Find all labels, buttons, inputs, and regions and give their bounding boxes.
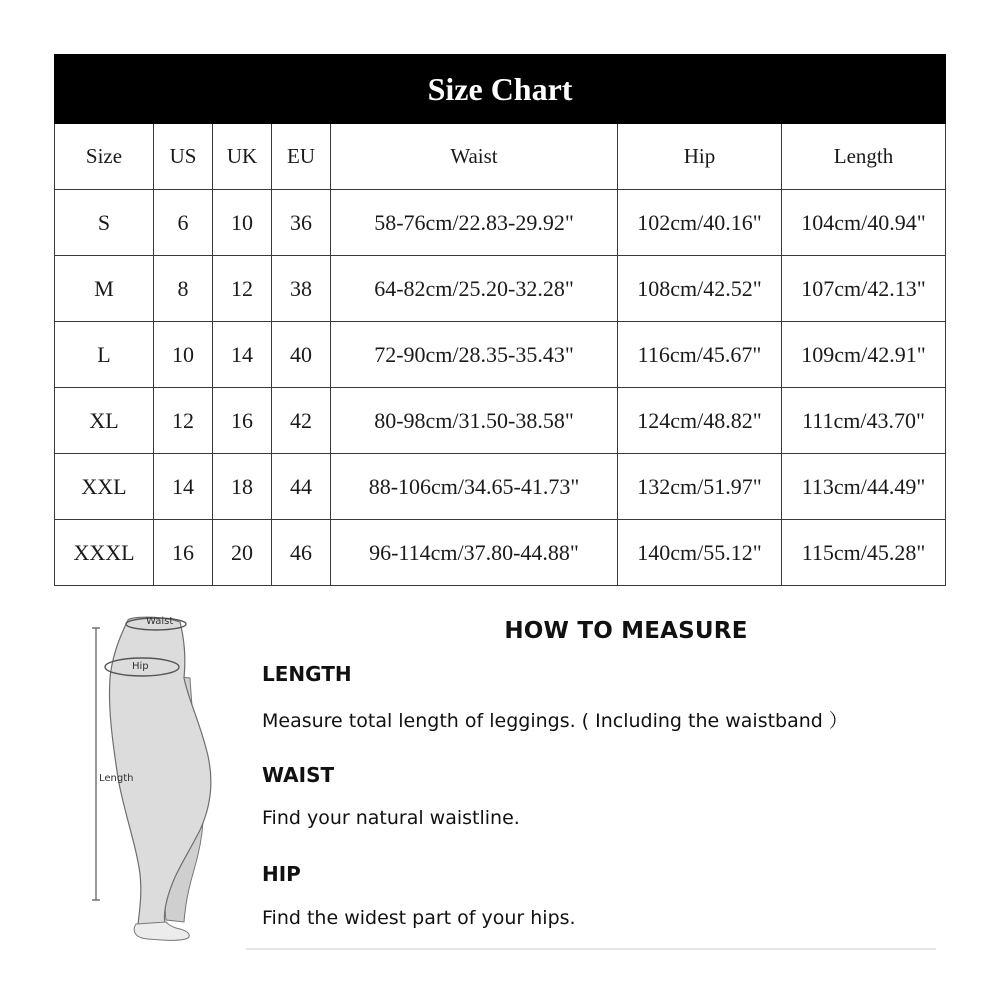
- cell-waist: 96-114cm/37.80-44.88": [331, 520, 618, 586]
- length-label: Length: [99, 773, 134, 784]
- cell-hip: 132cm/51.97": [618, 454, 782, 520]
- table-row: [55, 256, 946, 322]
- header-row: [55, 124, 946, 190]
- cell-size: XXXL: [55, 520, 154, 586]
- cell-eu: 44: [272, 454, 331, 520]
- hip-label: Hip: [132, 661, 149, 672]
- cell-size: S: [55, 190, 154, 256]
- waist-instruction: Find your natural waistline.: [262, 807, 520, 829]
- cell-eu: 36: [272, 190, 331, 256]
- hip-heading: HIP: [262, 862, 301, 886]
- cell-size: XXL: [55, 454, 154, 520]
- header-uk: UK: [213, 124, 272, 190]
- size-chart-table: [54, 54, 946, 586]
- leggings-illustration: [88, 608, 238, 948]
- waist-label: Waist: [146, 616, 174, 627]
- cell-waist: 64-82cm/25.20-32.28": [331, 256, 618, 322]
- cell-uk: 14: [213, 322, 272, 388]
- cell-uk: 16: [213, 388, 272, 454]
- hip-instruction: Find the widest part of your hips.: [262, 907, 576, 929]
- cell-uk: 12: [213, 256, 272, 322]
- cell-us: 14: [154, 454, 213, 520]
- cell-us: 12: [154, 388, 213, 454]
- length-heading: LENGTH: [262, 662, 352, 686]
- cell-waist: 72-90cm/28.35-35.43": [331, 322, 618, 388]
- cell-length: 104cm/40.94": [782, 190, 946, 256]
- cell-eu: 46: [272, 520, 331, 586]
- foot-shape: [134, 922, 189, 940]
- cell-eu: 38: [272, 256, 331, 322]
- cell-hip: 124cm/48.82": [618, 388, 782, 454]
- table-row: [55, 520, 946, 586]
- cell-waist: 80-98cm/31.50-38.58": [331, 388, 618, 454]
- cell-size: L: [55, 322, 154, 388]
- cell-us: 10: [154, 322, 213, 388]
- header-hip: Hip: [618, 124, 782, 190]
- table-row: [55, 322, 946, 388]
- cell-eu: 40: [272, 322, 331, 388]
- cell-size: M: [55, 256, 154, 322]
- cell-size: XL: [55, 388, 154, 454]
- cell-us: 16: [154, 520, 213, 586]
- waist-heading: WAIST: [262, 763, 335, 787]
- length-instruction: Measure total length of leggings. ( Including the waistband ）: [262, 710, 848, 732]
- cell-hip: 102cm/40.16": [618, 190, 782, 256]
- header-waist: Waist: [331, 124, 618, 190]
- cell-length: 107cm/42.13": [782, 256, 946, 322]
- cell-hip: 140cm/55.12": [618, 520, 782, 586]
- header-us: US: [154, 124, 213, 190]
- cell-waist: 58-76cm/22.83-29.92": [331, 190, 618, 256]
- legging-front-leg: [109, 617, 210, 926]
- cell-length: 109cm/42.91": [782, 322, 946, 388]
- cell-hip: 116cm/45.67": [618, 322, 782, 388]
- leggings-figure: [88, 608, 238, 948]
- table-row: [55, 190, 946, 256]
- cell-waist: 88-106cm/34.65-41.73": [331, 454, 618, 520]
- cell-us: 8: [154, 256, 213, 322]
- table-row: [55, 388, 946, 454]
- cell-length: 113cm/44.49": [782, 454, 946, 520]
- chart-title: Size Chart: [55, 55, 946, 124]
- cell-uk: 20: [213, 520, 272, 586]
- cell-uk: 10: [213, 190, 272, 256]
- cell-us: 6: [154, 190, 213, 256]
- cell-length: 115cm/45.28": [782, 520, 946, 586]
- cell-hip: 108cm/42.52": [618, 256, 782, 322]
- how-to-measure-title: HOW TO MEASURE: [504, 618, 748, 644]
- header-size: Size: [55, 124, 154, 190]
- how-to-measure-panel: [246, 612, 936, 950]
- cell-uk: 18: [213, 454, 272, 520]
- cell-length: 111cm/43.70": [782, 388, 946, 454]
- header-length: Length: [782, 124, 946, 190]
- table-row: [55, 454, 946, 520]
- header-eu: EU: [272, 124, 331, 190]
- cell-eu: 42: [272, 388, 331, 454]
